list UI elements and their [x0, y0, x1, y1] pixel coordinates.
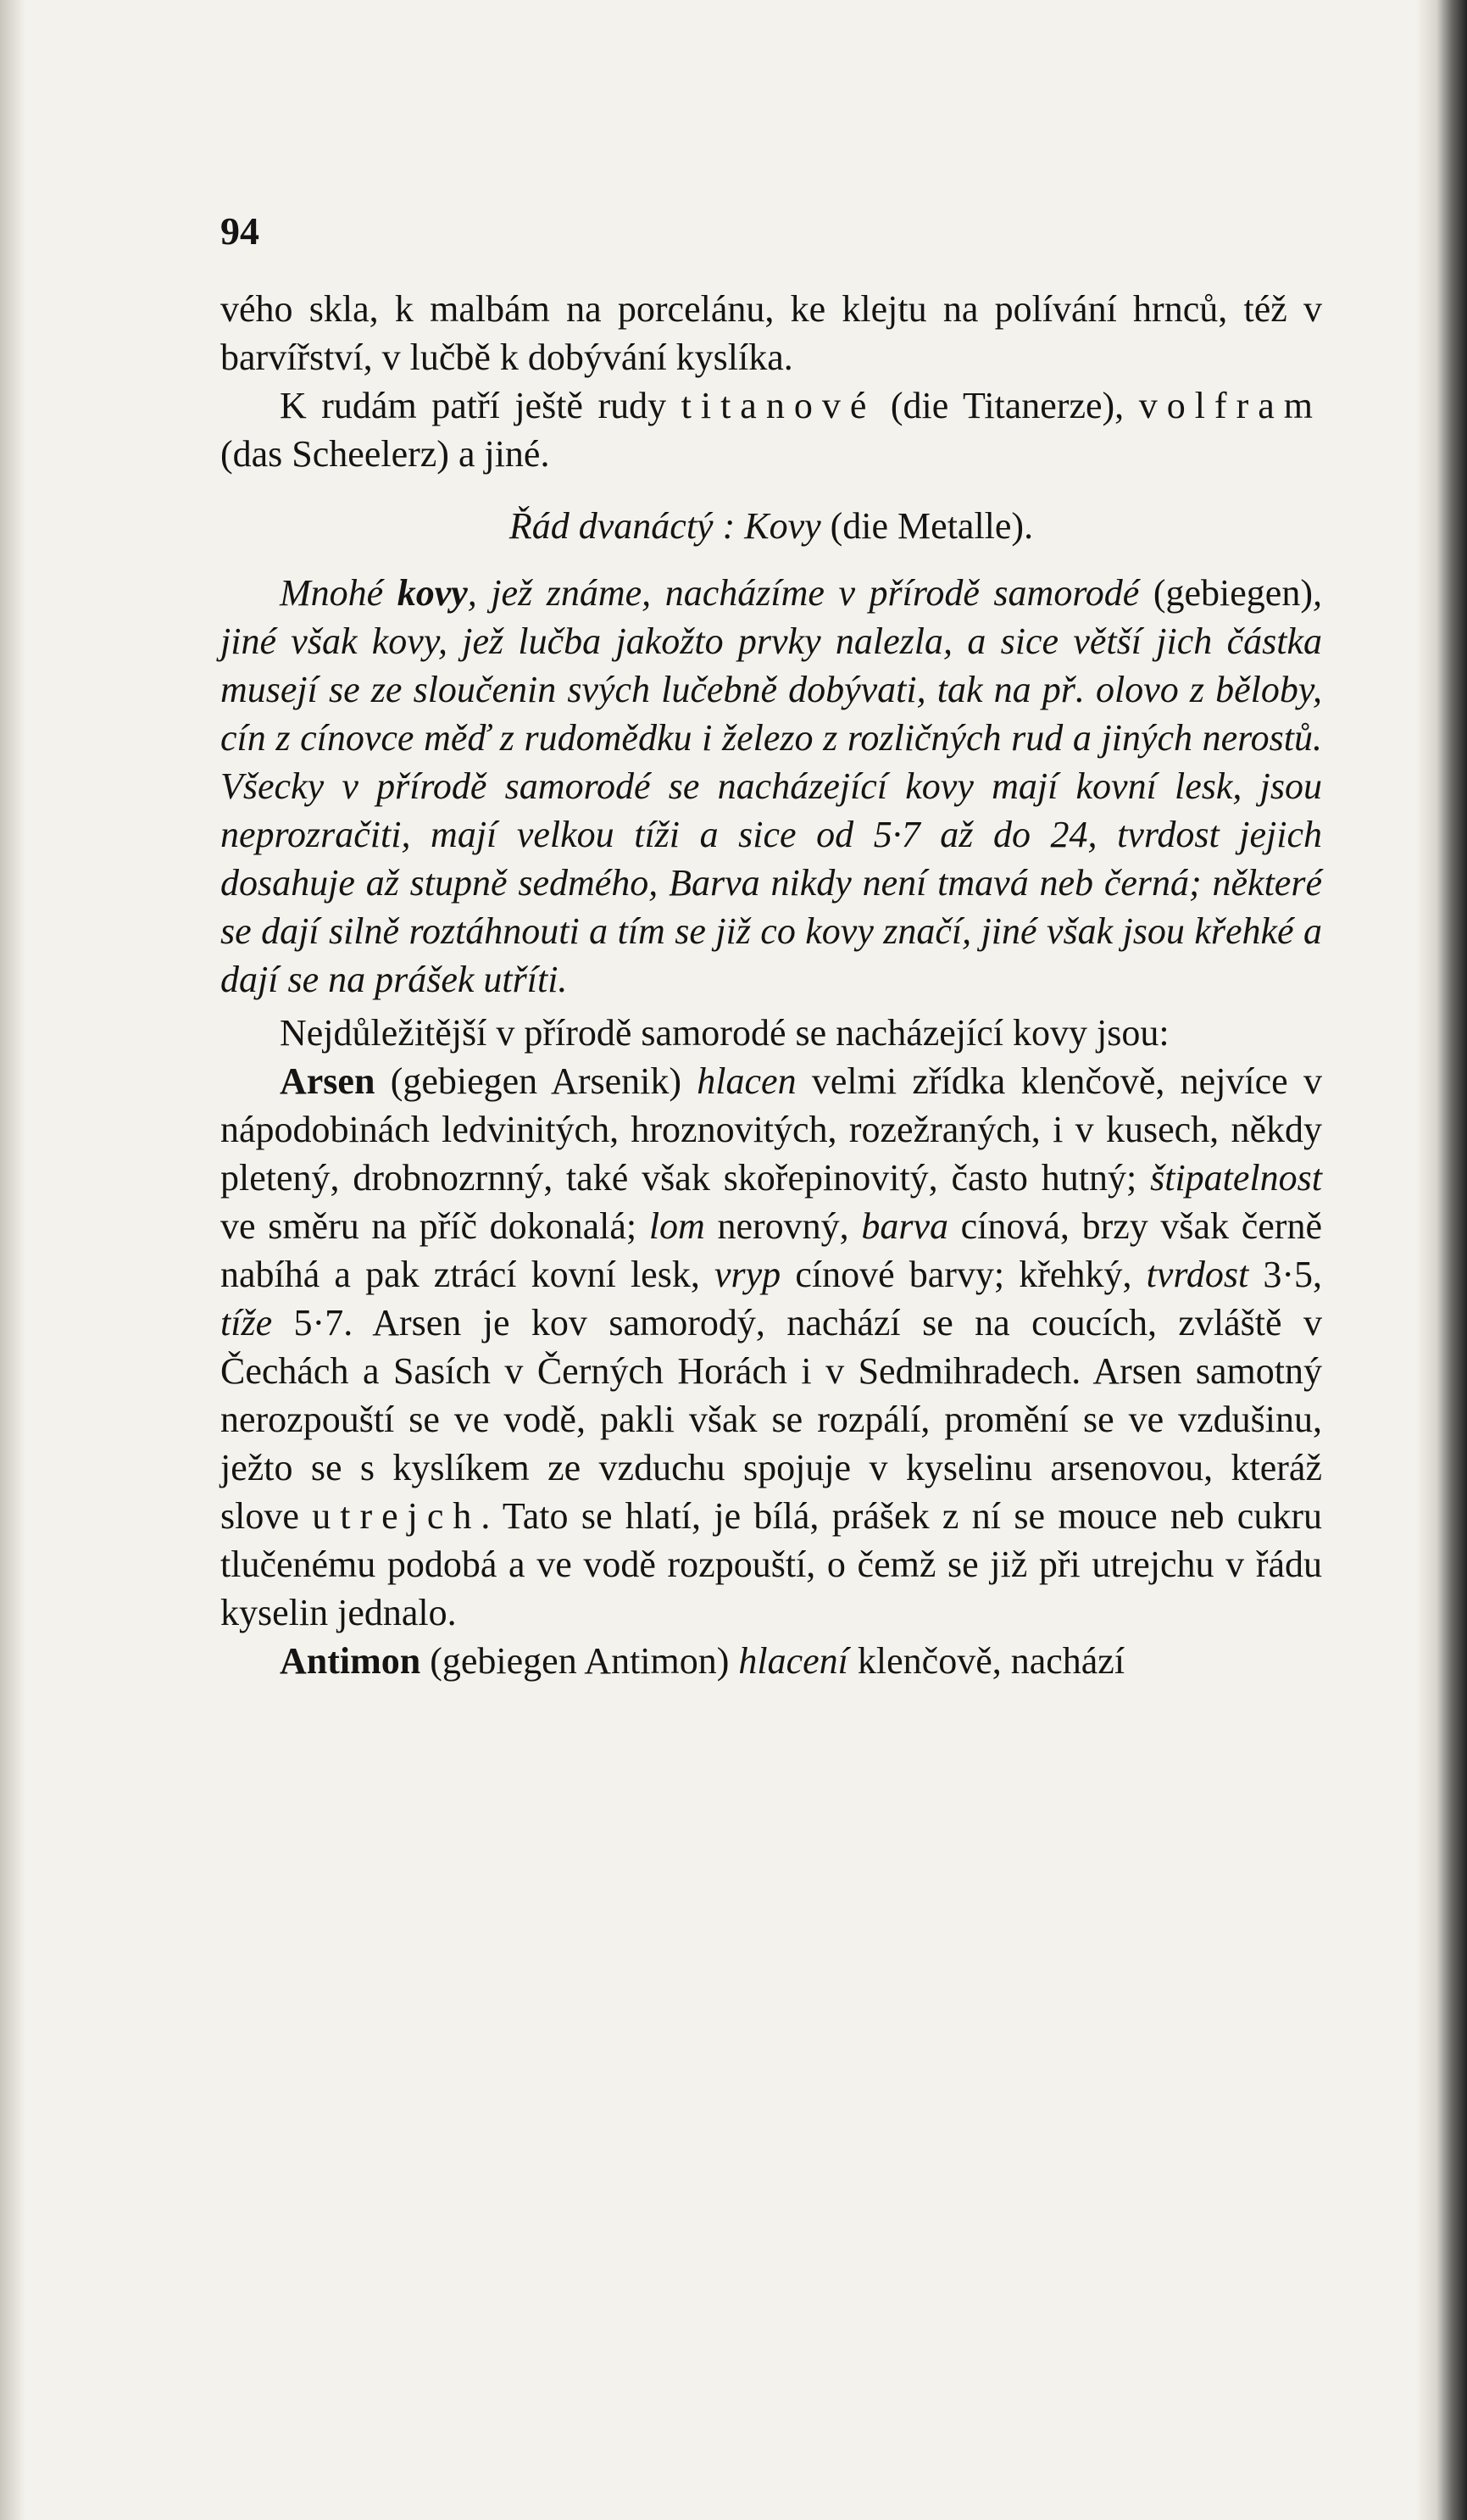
paragraph-continuation: vého skla, k malbám na porcelánu, ke klejtu na polívání hrnců, též v barvířství, v lučbě k dobývání kyslíka.	[220, 288, 1322, 378]
term-antimon: Antimon	[280, 1640, 421, 1682]
page-number: 94	[220, 209, 259, 253]
term-utrejch: utrejch	[312, 1495, 481, 1537]
paragraph-arsen: Arsen (gebiegen Arsenik) hlacen velmi zřídka klenčově, nejvíce v nápodobinách ledvinitých, hroznovitých, rozežraných, i v kusech, někdy pletený, drobnozrnný, také však skořepinovitý, často hutný; štipatelnost ve směru na příč dokonalá; lom nerovný, barva cínová, brzy však černě nabíhá a pak ztrácí kovní lesk, vryp cínové barvy; křehký, tvrdost 3·5, tíže 5·7. Arsen je kov samorodý, nachází se na coucích, zvláště v Čechách a Sasích v Černých Horách i v Sedmihradech. Arsen samotný nerozpouští se ve vodě, pakli však se rozpálí, promění se ve vzdušinu, ježto se s kyslíkem ze vzduchu spojuje v kyselinu arsenovou, kteráž slove utrejch. Tato se hlatí, je bílá, prášek z ní se mouce neb cukru tlučenému podobá a ve vodě rozpouští, o čemž se již při utrejchu v řádu kyselin jednalo.	[220, 1060, 1322, 1633]
paragraph-ores: K rudám patří ještě rudy titanové (die Titanerze), volfram (das Scheelerz) a jiné.	[220, 385, 1322, 475]
section-heading	[220, 502, 1322, 550]
term-kovy: kovy	[397, 572, 468, 614]
paragraph-important-metals: Nejdůležitější v přírodě samorodé se nacházející kovy jsou:	[280, 1012, 1170, 1054]
term-arsen: Arsen	[280, 1060, 375, 1102]
section-heading-german: (die Metalle).	[820, 505, 1034, 547]
book-page	[220, 209, 1322, 1685]
paragraph-metals-intro: Mnohé kovy, jež známe, nacházíme v přírodě samorodé (gebiegen), jiné však kovy, jež lučba jakožto prvky nalezla, a sice větší jich částka musejí se ze sloučenin svých lučebně dobývati, tak na př. olovo z běloby, cín z cínovce měď z rudomědku i železo z rozličných rud a jiných nerostů. Všecky v přírodě samorodé se nacházející kovy mají kovní lesk, jsou neprozračiti, mají velkou tíži a sice od 5·7 až do 24, tvrdost jejich dosahuje až stupně sedmého, Barva nikdy není tmavá neb černá; některé se dají silně roztáhnouti a tím se již co kovy značí, jiné však jsou křehké a dají se na prášek utříti.	[220, 572, 1322, 1000]
paragraph-antimon: Antimon (gebiegen Antimon) hlacení klenčově, nachází	[280, 1640, 1125, 1682]
term-volfram: volfram	[1138, 385, 1322, 426]
page-edge-right	[1416, 0, 1467, 2520]
term-titanove: titanové	[681, 385, 876, 426]
page-shadow-left	[0, 0, 25, 2520]
section-heading-title: Řád dvanáctý : Kovy	[508, 505, 821, 547]
